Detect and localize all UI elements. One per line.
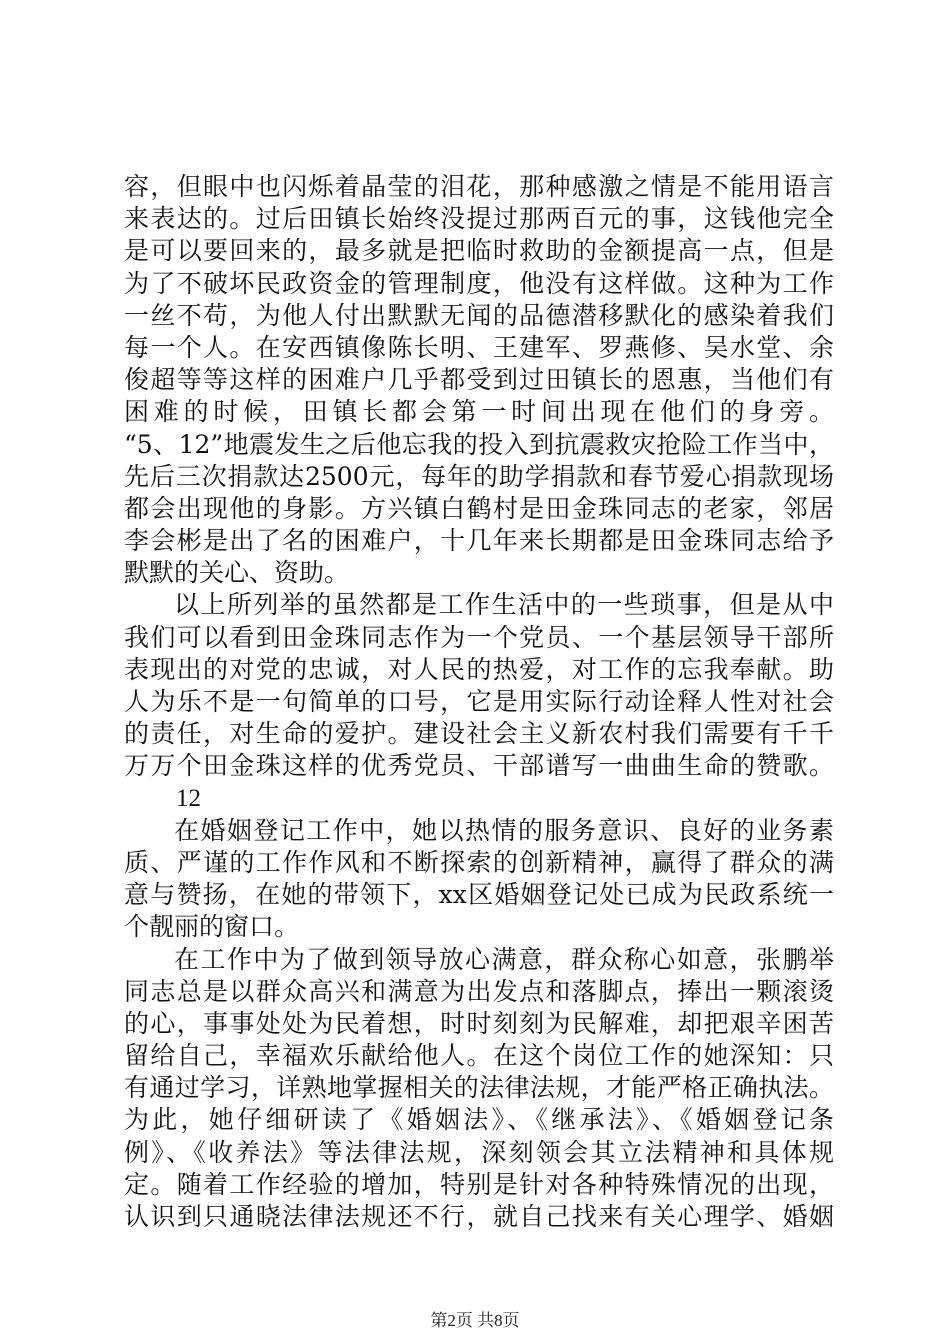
section-number: 12 xyxy=(176,784,201,812)
text-line: 是可以要回来的，最多就是把临时救助的金额提高一点，但是 xyxy=(124,236,834,266)
text-line: 默默的关心、资助。 xyxy=(124,558,350,588)
text-line: 有通过学习，详熟地掌握相关的法律法规，才能严格正确执法。 xyxy=(124,1073,834,1103)
body-text xyxy=(124,171,834,1233)
text-line: 都会出现他的身影。方兴镇白鹤村是田金珠同志的老家，邻居 xyxy=(124,493,834,523)
text-line: 人为乐不是一句简单的口号，它是用实际行动诠释人性对社会 xyxy=(124,687,834,716)
text-line: 的责任，对生命的爱护。建设社会主义新农村我们需要有千千 xyxy=(124,719,834,749)
text-line: 李会彬是出了名的困难户，十几年来长期都是田金珠同志给予 xyxy=(124,526,834,556)
text-line: 为此，她仔细研读了《婚姻法》、《继承法》、《婚姻登记条 xyxy=(124,1105,834,1135)
text-line: 例》、《收养法》等法律法规，深刻领会其立法精神和具体规 xyxy=(124,1137,834,1167)
text-line: 的心，事事处处为民着想，时时刻刻为民解难，却把艰辛困苦 xyxy=(124,1008,834,1038)
text-line: 意与赞扬，在她的带领下，xx区婚姻登记处已成为民政系统一 xyxy=(124,880,834,910)
page-footer: 第2页 共8页 xyxy=(430,1311,520,1330)
text-line: 一丝不苟，为他人付出默默无闻的品德潜移默化的感染着我们 xyxy=(124,300,834,330)
paragraph-start: 以上所列举的虽然都是工作生活中的一些琐事，但是从中 xyxy=(174,590,834,620)
text-line: 来表达的。过后田镇长始终没提过那两百元的事，这钱他完全 xyxy=(124,204,834,234)
text-line: 容，但眼中也闪烁着晶莹的泪花，那种感激之情是不能用语言 xyxy=(124,172,834,201)
text-line: 困难的时候，田镇长都会第一时间出现在他们的身旁。 xyxy=(124,397,834,427)
text-line: 我们可以看到田金珠同志作为一个党员、一个基层领导干部所 xyxy=(124,622,834,652)
text-line: 定。随着工作经验的增加，特别是针对各种特殊情况的出现， xyxy=(124,1169,834,1199)
text-line: “5、12”地震发生之后他忘我的投入到抗震救灾抢险工作当中， xyxy=(124,429,834,459)
text-line: 同志总是以群众高兴和满意为出发点和落脚点，捧出一颗滚烫 xyxy=(124,976,834,1006)
text-line: 俊超等等这样的困难户几乎都受到过田镇长的恩惠，当他们有 xyxy=(124,365,834,395)
paragraph-start: 在工作中为了做到领导放心满意，群众称心如意，张鹏举 xyxy=(174,944,834,974)
text-line: 留给自己，幸福欢乐献给他人。在这个岗位工作的她深知：只 xyxy=(124,1041,834,1071)
text-line: 万万个田金珠这样的优秀党员、干部谱写一曲曲生命的赞歌。 xyxy=(124,751,834,781)
text-line: 先后三次捐款达2500元，每年的助学捐款和春节爱心捐款现场 xyxy=(124,461,834,491)
text-line: 认识到只通晓法律法规还不行，就自己找来有关心理学、婚姻 xyxy=(124,1202,834,1231)
text-line: 表现出的对党的忠诚，对人民的热爱，对工作的忘我奉献。助 xyxy=(124,654,834,684)
text-line: 质、严谨的工作作风和不断探索的创新精神，赢得了群众的满 xyxy=(124,847,834,877)
text-line: 为了不破坏民政资金的管理制度，他没有这样做。这种为工作 xyxy=(124,268,834,298)
paragraph-start: 在婚姻登记工作中，她以热情的服务意识、良好的业务素 xyxy=(174,815,834,845)
text-line: 个靓丽的窗口。 xyxy=(124,912,300,942)
text-line: 每一个人。在安西镇像陈长明、王建军、罗燕修、吴水堂、余 xyxy=(124,332,834,362)
